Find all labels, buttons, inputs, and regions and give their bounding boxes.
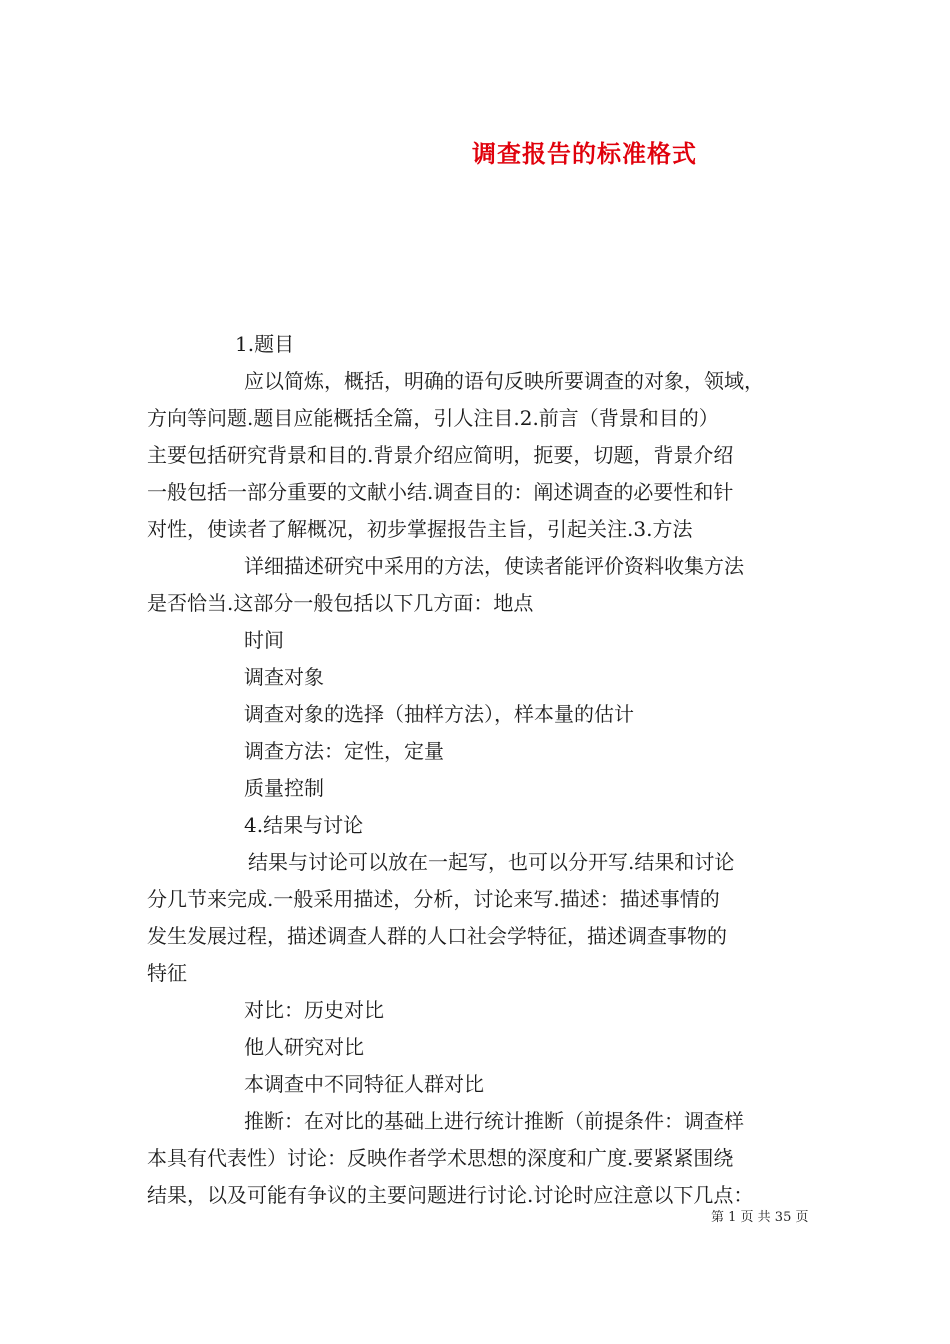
body-line: 1.题目 [235,332,295,356]
body-line: 质量控制 [244,776,324,800]
body-line: 对比：历史对比 [244,998,384,1022]
document-title: 调查报告的标准格式 [472,139,697,168]
body-line: 特征 [147,961,187,985]
body-line: 本调查中不同特征人群对比 [244,1072,484,1096]
body-line: 分几节来完成.一般采用描述，分析，讨论来写.描述：描述事情的 [147,887,720,911]
document-body [147,326,823,1214]
body-line: 应以简炼，概括，明确的语句反映所要调查的对象，领域， [244,369,764,393]
body-line: 结果，以及可能有争议的主要问题进行讨论.讨论时应注意以下几点： [147,1183,754,1207]
body-line: 详细描述研究中采用的方法，使读者能评价资料收集方法 [244,554,744,578]
body-line: 主要包括研究背景和目的.背景介绍应简明，扼要，切题，背景介绍 [147,443,734,467]
page-number-footer: 第 1 页 共 35 页 [711,1210,809,1225]
body-line: 发生发展过程，描述调查人群的人口社会学特征，描述调查事物的 [147,924,727,948]
body-line: 对性，使读者了解概况，初步掌握报告主旨，引起关注.3.方法 [147,517,693,541]
body-line: 一般包括一部分重要的文献小结.调查目的：阐述调查的必要性和针 [147,480,734,504]
body-line: 4.结果与讨论 [244,813,364,837]
body-line: 是否恰当.这部分一般包括以下几方面：地点 [147,591,534,615]
body-line: 调查对象的选择（抽样方法），样本量的估计 [244,702,634,726]
body-line: 推断：在对比的基础上进行统计推断（前提条件：调查样 [244,1109,744,1133]
body-line: 时间 [244,628,284,652]
body-line: 方向等问题.题目应能概括全篇，引人注目.2.前言（背景和目的） [147,406,719,430]
body-line: 他人研究对比 [244,1035,364,1059]
body-line: 调查对象 [244,665,324,689]
body-line: 调查方法：定性，定量 [244,739,444,763]
body-line: 本具有代表性）讨论：反映作者学术思想的深度和广度.要紧紧围绕 [147,1146,734,1170]
body-line: 结果与讨论可以放在一起写，也可以分开写.结果和讨论 [248,850,735,874]
